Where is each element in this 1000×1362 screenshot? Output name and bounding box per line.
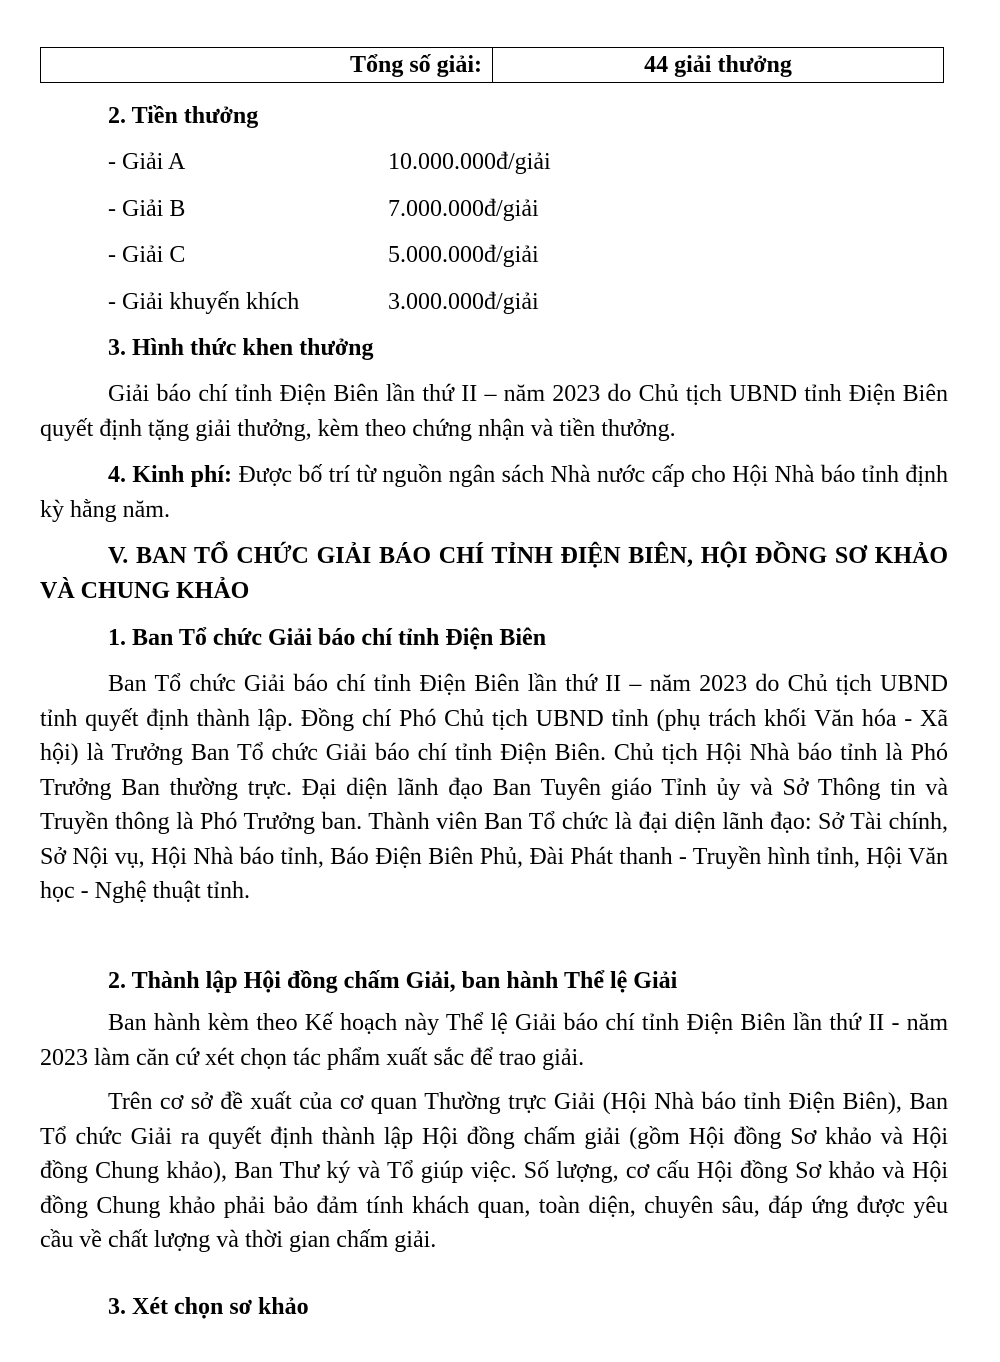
prize-name: - Giải B xyxy=(108,196,186,222)
paragraph-award-form: Giải báo chí tỉnh Điện Biên lần thứ II – năm 2023 do Chủ tịch UBND tỉnh Điện Biên quyết định tặng giải thưởng, kèm theo chứng nhận và tiền thưởng. xyxy=(40,381,948,442)
subsection-heading-preliminary: 3. Xét chọn sơ khảo xyxy=(108,1294,309,1320)
prize-total-table xyxy=(40,47,944,83)
prize-name: - Giải C xyxy=(108,242,186,268)
paragraph-jury: Trên cơ sở đề xuất của cơ quan Thường trực Giải (Hội Nhà báo tỉnh Điện Biên), Ban Tổ chức Giải ra quyết định thành lập Hội đồng chấm giải (gồm Hội đồng Sơ khảo và Hội đồng Chung khảo), Ban Thư ký và Tổ giúp việc. Số lượng, cơ cấu Hội đồng Sơ khảo và Hội đồng Chung khảo phải bảo đảm tính khách quan, toàn diện, chuyên sâu, đáp ứng được yêu cầu về chất lượng và thời gian chấm giải. xyxy=(40,1089,948,1253)
chapter-heading-v: V. BAN TỔ CHỨC GIẢI BÁO CHÍ TỈNH ĐIỆN BIÊN, HỘI ĐỒNG SƠ KHẢO VÀ CHUNG KHẢO xyxy=(40,543,948,604)
paragraph-rules: Ban hành kèm theo Kế hoạch này Thể lệ Giải báo chí tỉnh Điện Biên lần thứ II - năm 2023 làm căn cứ xét chọn tác phẩm xuất sắc để trao giải. xyxy=(40,1010,948,1071)
total-value: 44 giải thưởng xyxy=(493,48,944,83)
prize-amount: 3.000.000đ/giải xyxy=(388,289,539,315)
subsection-heading-organizing-committee: 1. Ban Tổ chức Giải báo chí tỉnh Điện Biên xyxy=(108,625,547,651)
prize-amount: 5.000.000đ/giải xyxy=(388,242,539,268)
funding-label: 4. Kinh phí: xyxy=(108,462,233,488)
paragraph-organizing-committee: Ban Tổ chức Giải báo chí tỉnh Điện Biên lần thứ II – năm 2023 do Chủ tịch UBND tỉnh quyết định thành lập. Đồng chí Phó Chủ tịch UBND tỉnh (phụ trách khối Văn hóa - Xã hội) là Trưởng Ban Tổ chức Giải báo chí tỉnh Điện Biên. Chủ tịch Hội Nhà báo tỉnh là Phó Trưởng Ban thường trực. Đại diện lãnh đạo Ban Tuyên giáo Tỉnh ủy và Sở Thông tin và Truyền thông là Phó Trưởng ban. Thành viên Ban Tổ chức là đại diện lãnh đạo: Sở Tài chính, Sở Nội vụ, Hội Nhà báo tỉnh, Báo Điện Biên Phủ, Đài Phát thanh - Truyền hình tỉnh, Hội Văn học - Nghệ thuật tỉnh. xyxy=(40,671,948,904)
section-heading-award-form: 3. Hình thức khen thưởng xyxy=(108,335,374,361)
prize-name: - Giải A xyxy=(108,149,186,175)
prize-amount: 10.000.000đ/giải xyxy=(388,149,551,175)
section-heading-prize-money: 2. Tiền thưởng xyxy=(108,103,259,129)
subsection-heading-jury: 2. Thành lập Hội đồng chấm Giải, ban hành Thể lệ Giải xyxy=(108,968,678,994)
prize-name: - Giải khuyến khích xyxy=(108,289,300,315)
prize-row-a xyxy=(108,145,708,179)
prize-amount: 7.000.000đ/giải xyxy=(388,196,539,222)
total-label: Tổng số giải: xyxy=(41,48,493,83)
prize-row-c xyxy=(108,238,708,272)
prize-row-b xyxy=(108,192,708,226)
prize-row-encouragement xyxy=(108,285,708,319)
table-row xyxy=(41,48,944,83)
funding-text: Được bố trí từ nguồn ngân sách Nhà nước cấp cho Hội Nhà báo tỉnh định kỳ hằng năm. xyxy=(40,462,949,523)
paragraph-funding xyxy=(40,458,948,527)
